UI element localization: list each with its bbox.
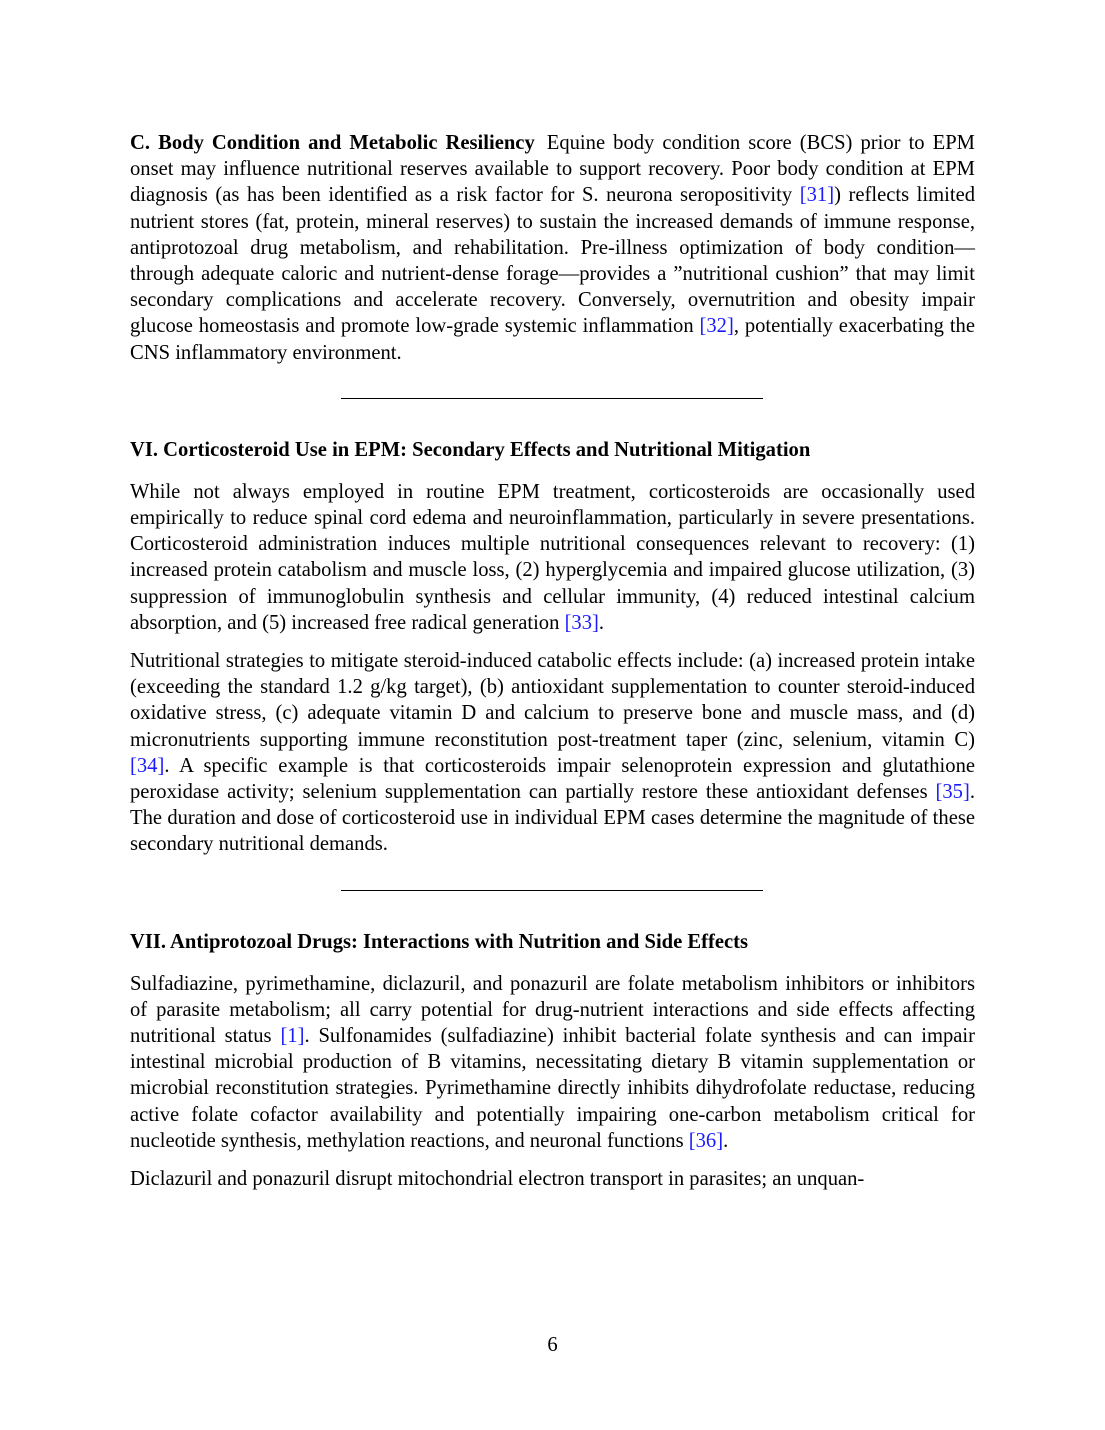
section-c-paragraph: C. Body Condition and Metabolic Resiliency Equine body condition score (BCS) prior to EPM onset may influence nutritional reserves available to support recovery. Poor body condition at EPM diagnosis (as has been identified as a risk factor for S. neurona seropositivity [31]) reflects limited nutrient stores (fat, protein, mineral reserves) to sustain the increased demands of immune response, antiprotozoal drug metabolism, and rehabilitation. Pre-illness optimization of body condition—through adequate caloric and nutrient-dense forage—provides a ”nutritional cushion” that may limit secondary complications and accelerate recovery. Conversely, overnutrition and obesity impair glucose homeostasis and promote low-grade systemic inflammation [32], potentially exacerbating the CNS inflammatory environment. (130, 132, 976, 364)
citation-1[interactable]: [1] (280, 1025, 305, 1048)
section-vii-paragraph-1: Sulfadiazine, pyrimethamine, diclazuril, and ponazuril are folate metabolism inhibitors or inhibitors of parasite metabolism; all carry potential for drug-nutrient interactions and side effects affecting nutritional status [1]. Sulfonamides (sulfadiazine) inhibit bacterial folate synthesis and can impair intestinal microbial production of B vitamins, necessitating dietary B vitamin supplementation or microbial reconstitution strategies. Pyrimethamine directly inhibits dihydrofolate reductase, reducing active folate cofactor availability and potentially impairing one-carbon metabolism critical for nucleotide synthesis, methylation reactions, and neuronal functions [36]. (130, 972, 975, 1152)
section-vi-heading: VI. Corticosteroid Use in EPM: Secondary Effects and Nutritional Mitigation (130, 438, 811, 461)
citation-34[interactable]: [34] (130, 754, 165, 777)
citation-31[interactable]: [31] (799, 184, 835, 207)
section-vii-heading: VII. Antiprotozoal Drugs: Interactions with Nutrition and Side Effects (130, 930, 749, 953)
section-divider (341, 398, 763, 399)
section-vi-paragraph-2: Nutritional strategies to mitigate steroid-induced catabolic effects include: (a) increased protein intake (exceeding the standard 1.2 g/kg target), (b) antioxidant supplementation to counter steroid-induced oxidative stress, (c) adequate vitamin D and calcium to preserve bone and muscle mass, and (d) micronutrients supporting immune reconstitution post-treatment taper (zinc, selenium, vitamin C) [34]. A specific example is that corticosteroids impair selenoprotein expression and glutathione peroxidase activity; selenium supplementation can partially restore these antioxidant defenses [35]. The duration and dose of corticosteroid use in individual EPM cases determine the magnitude of these secondary nutritional demands. (130, 650, 975, 856)
page-content (130, 130, 975, 1192)
citation-32[interactable]: [32] (699, 315, 734, 338)
citation-35[interactable]: [35] (935, 781, 970, 804)
section-c-heading: C. Body Condition and Metabolic Resiliency (130, 132, 535, 154)
citation-33[interactable]: [33] (564, 611, 599, 634)
section-vi-paragraph-1: While not always employed in routine EPM treatment, corticosteroids are occasionally used empirically to reduce spinal cord edema and neuroinflammation, particularly in severe presentations. Corticosteroid administration induces multiple nutritional consequences relevant to recovery: (1) increased protein catabolism and muscle loss, (2) hyperglycemia and impaired glucose utilization, (3) suppression of immunoglobulin synthesis and cellular immunity, (4) reduced intestinal calcium absorption, and (5) increased free radical generation [33]. (130, 480, 975, 634)
citation-36[interactable]: [36] (688, 1129, 724, 1152)
page-number: 6 (547, 1334, 558, 1356)
section-divider (341, 890, 763, 891)
section-vii-paragraph-2: Diclazuril and ponazuril disrupt mitochondrial electron transport in parasites; an unquan- (130, 1168, 865, 1191)
